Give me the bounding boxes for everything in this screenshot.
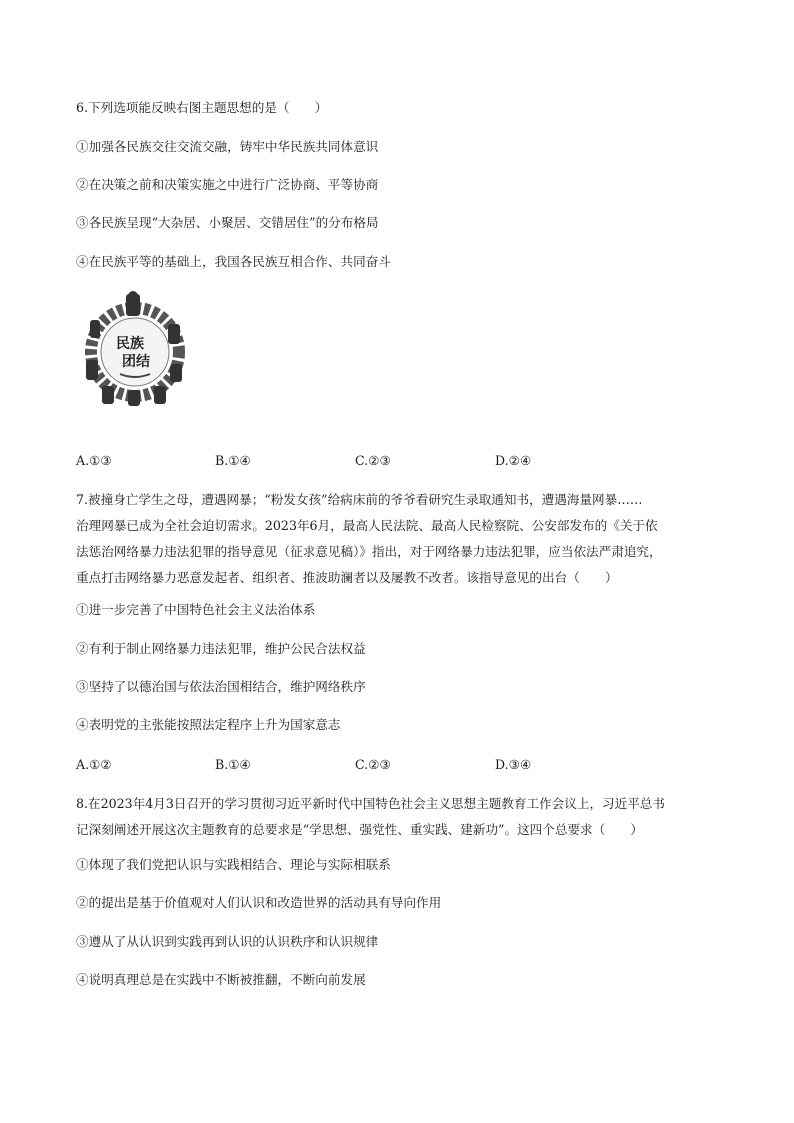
q6-item-2: ②在决策之前和决策实施之中进行广泛协商、平等协商 <box>76 177 379 192</box>
q7-item-1: ①进一步完善了中国特色社会主义法治体系 <box>76 602 316 617</box>
q8-stem-line-2: 记深刻阐述开展这次主题教育的总要求是“学思想、强党性、重实践、建新功”。这四个总要求（ ） <box>76 822 644 837</box>
q7-stem <box>76 487 726 591</box>
ethnic-unity-illustration <box>76 290 194 408</box>
q7-item-3: ③坚持了以德治国与依法治国相结合，维护网络秩序 <box>76 679 366 694</box>
q7-item-2: ②有利于制止网络暴力违法犯罪，维护公民合法权益 <box>76 641 366 656</box>
q7-stem-line-1: 7.被撞身亡学生之母，遭遇网暴；“粉发女孩”给病床前的爷爷看研究生录取通知书，遭遇海量网暴…… <box>76 492 643 507</box>
q6-item-1: ①加强各民族交往交流交融，铸牢中华民族共同体意识 <box>76 139 379 154</box>
q6-item-4: ④在民族平等的基础上，我国各民族互相合作、共同奋斗 <box>76 254 391 269</box>
q6-option-b[interactable]: B.①④ <box>215 453 251 468</box>
q7-stem-line-2: 治理网暴已成为全社会迫切需求。2023年6月，最高人民法院、最高人民检察院、公安部发布的《关于依 <box>76 518 658 533</box>
q7-option-d[interactable]: D.③④ <box>495 757 532 772</box>
q7-item-4: ④表明党的主张能按照法定程序上升为国家意志 <box>76 717 341 732</box>
figure-text-line-2: 团结 <box>122 354 150 370</box>
q8-item-2: ②的提出是基于价值观对人们认识和改造世界的活动具有导向作用 <box>76 895 442 910</box>
q8-stem-line-1: 8.在2023年4月3日召开的学习贯彻习近平新时代中国特色社会主义思想主题教育工作会议上，习近平总书 <box>76 796 666 811</box>
q8-item-1: ①体现了我们党把认识与实践相结合、理论与实际相联系 <box>76 857 391 872</box>
q8-item-4: ④说明真理总是在实践中不断被推翻，不断向前发展 <box>76 972 366 987</box>
q7-option-c[interactable]: C.②③ <box>355 757 391 772</box>
q8-stem <box>76 791 726 843</box>
q7-stem-line-4: 重点打击网络暴力恶意发起者、组织者、推波助澜者以及屡教不改者。该指导意见的出台（ ） <box>76 570 618 585</box>
q6-option-d[interactable]: D.②④ <box>495 453 532 468</box>
q6-option-c[interactable]: C.②③ <box>355 453 391 468</box>
q8-item-3: ③遵从了从认识到实践再到认识的认识秩序和认识规律 <box>76 934 379 949</box>
figure-text-line-1: 民族 <box>116 336 144 352</box>
q6-item-3: ③各民族呈现“大杂居、小聚居、交错居住”的分布格局 <box>76 215 379 230</box>
q6-stem: 6.下列选项能反映右图主题思想的是（ ） <box>76 100 328 115</box>
q7-option-a[interactable]: A.①② <box>76 757 112 772</box>
q7-stem-line-3: 法惩治网络暴力违法犯罪的指导意见（征求意见稿）》指出，对于网络暴力违法犯罪，应当依法严肃追究， <box>76 544 662 559</box>
q6-option-a[interactable]: A.①③ <box>76 453 112 468</box>
q7-option-b[interactable]: B.①④ <box>215 757 251 772</box>
